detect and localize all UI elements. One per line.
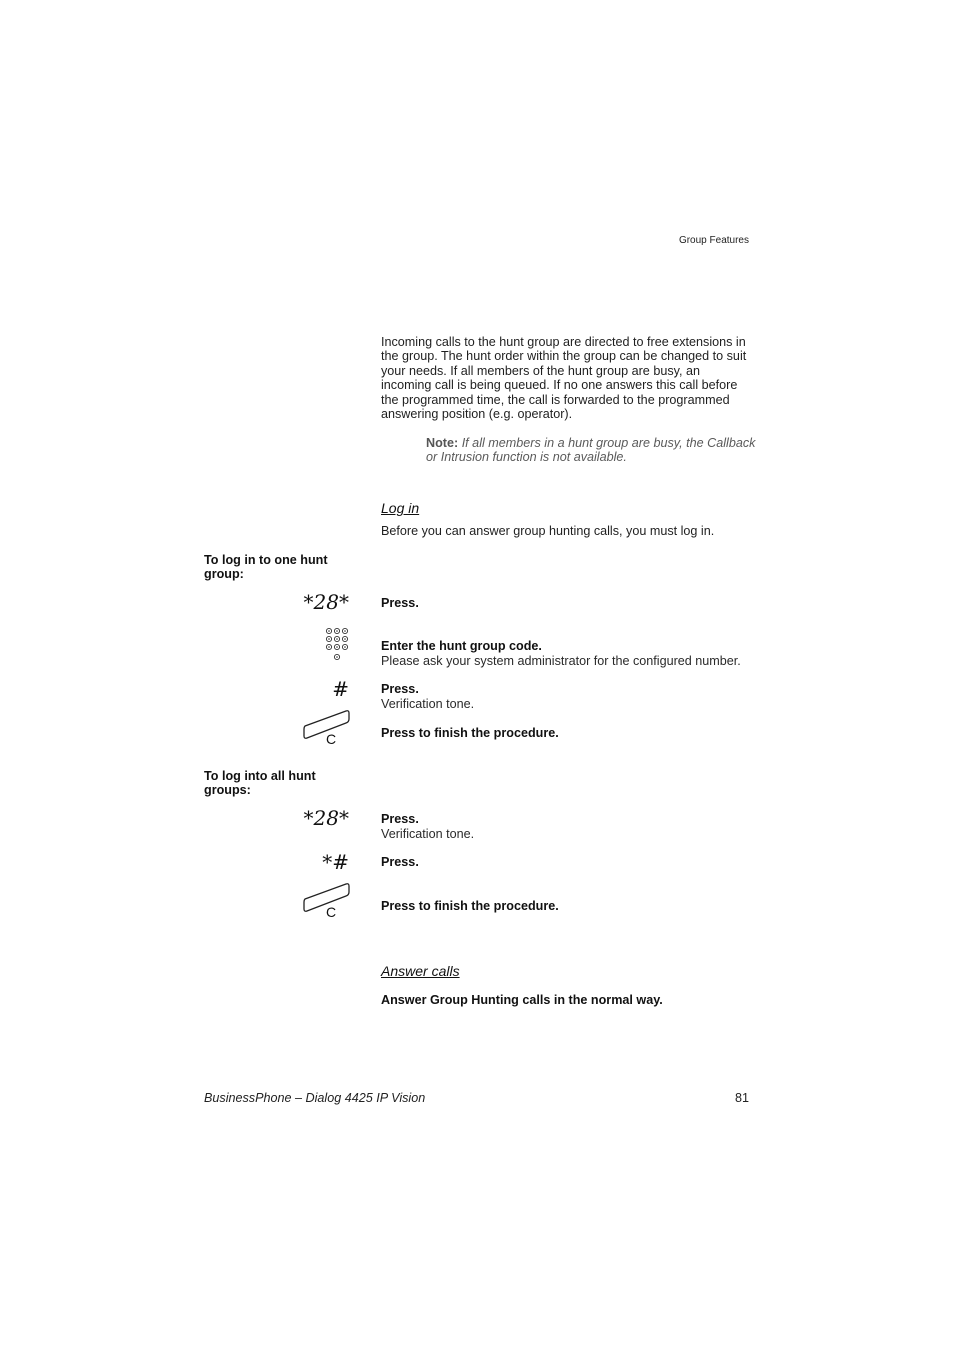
- step-one-group-4: [381, 726, 753, 741]
- step-detail: Please ask your system administrator for the configured number.: [381, 653, 741, 668]
- step-label: Press.: [381, 812, 419, 826]
- note-text: If all members in a hunt group are busy, the Callback or Intrusion function is not available.: [426, 436, 756, 465]
- step-label: Press.: [381, 855, 419, 869]
- step-one-group-1: [381, 596, 753, 611]
- clear-key-letter: C: [326, 904, 337, 920]
- answer-instruction: Answer Group Hunting calls in the normal way.: [381, 993, 663, 1007]
- note-label: Note:: [426, 436, 459, 450]
- step-label: Enter the hunt group code.: [381, 639, 542, 653]
- intro-paragraph: Incoming calls to the hunt group are directed to free extensions in the group. The hunt order within the group can be changed to suit your needs. If all members of the hunt group are busy, an incoming call is being queued. If no one answers this call before the programmed time, the call is forwarded to the programmed answering position (e.g. operator).: [381, 335, 747, 422]
- step-all-groups-3: [381, 899, 753, 914]
- step-label: Press.: [381, 682, 419, 696]
- step-all-groups-2: [381, 855, 753, 870]
- running-header: Group Features: [678, 235, 749, 246]
- step-detail: Verification tone.: [381, 696, 475, 711]
- star-28-star-key: *28*: [303, 806, 349, 830]
- footer-title: BusinessPhone – Dialog 4425 IP Vision: [204, 1091, 426, 1105]
- page-number: 81: [734, 1091, 749, 1105]
- step-detail: Verification tone.: [381, 826, 475, 841]
- log-in-description: Before you can answer group hunting calls, you must log in.: [381, 524, 715, 538]
- step-label: Press.: [381, 596, 419, 610]
- star-28-star-key: *28*: [303, 590, 349, 614]
- step-one-group-3: [381, 682, 753, 711]
- note: [426, 436, 756, 465]
- clear-key-icon: [301, 880, 351, 922]
- clear-key-icon: [301, 707, 351, 749]
- subheading-all-groups: To log into all hunt groups:: [204, 769, 316, 798]
- star-hash-key: *#: [322, 850, 349, 874]
- hash-key: #: [332, 677, 349, 701]
- keypad-icon: [325, 627, 351, 663]
- section-title-log-in: Log in: [381, 500, 420, 516]
- clear-key-letter: C: [326, 731, 337, 747]
- step-all-groups-1: [381, 812, 753, 841]
- step-label: Press to finish the procedure.: [381, 899, 559, 913]
- step-label: Press to finish the procedure.: [381, 726, 559, 740]
- step-one-group-2: [381, 639, 753, 668]
- subheading-one-group: To log in to one hunt group:: [204, 553, 328, 582]
- section-title-answer-calls: Answer calls: [381, 963, 460, 979]
